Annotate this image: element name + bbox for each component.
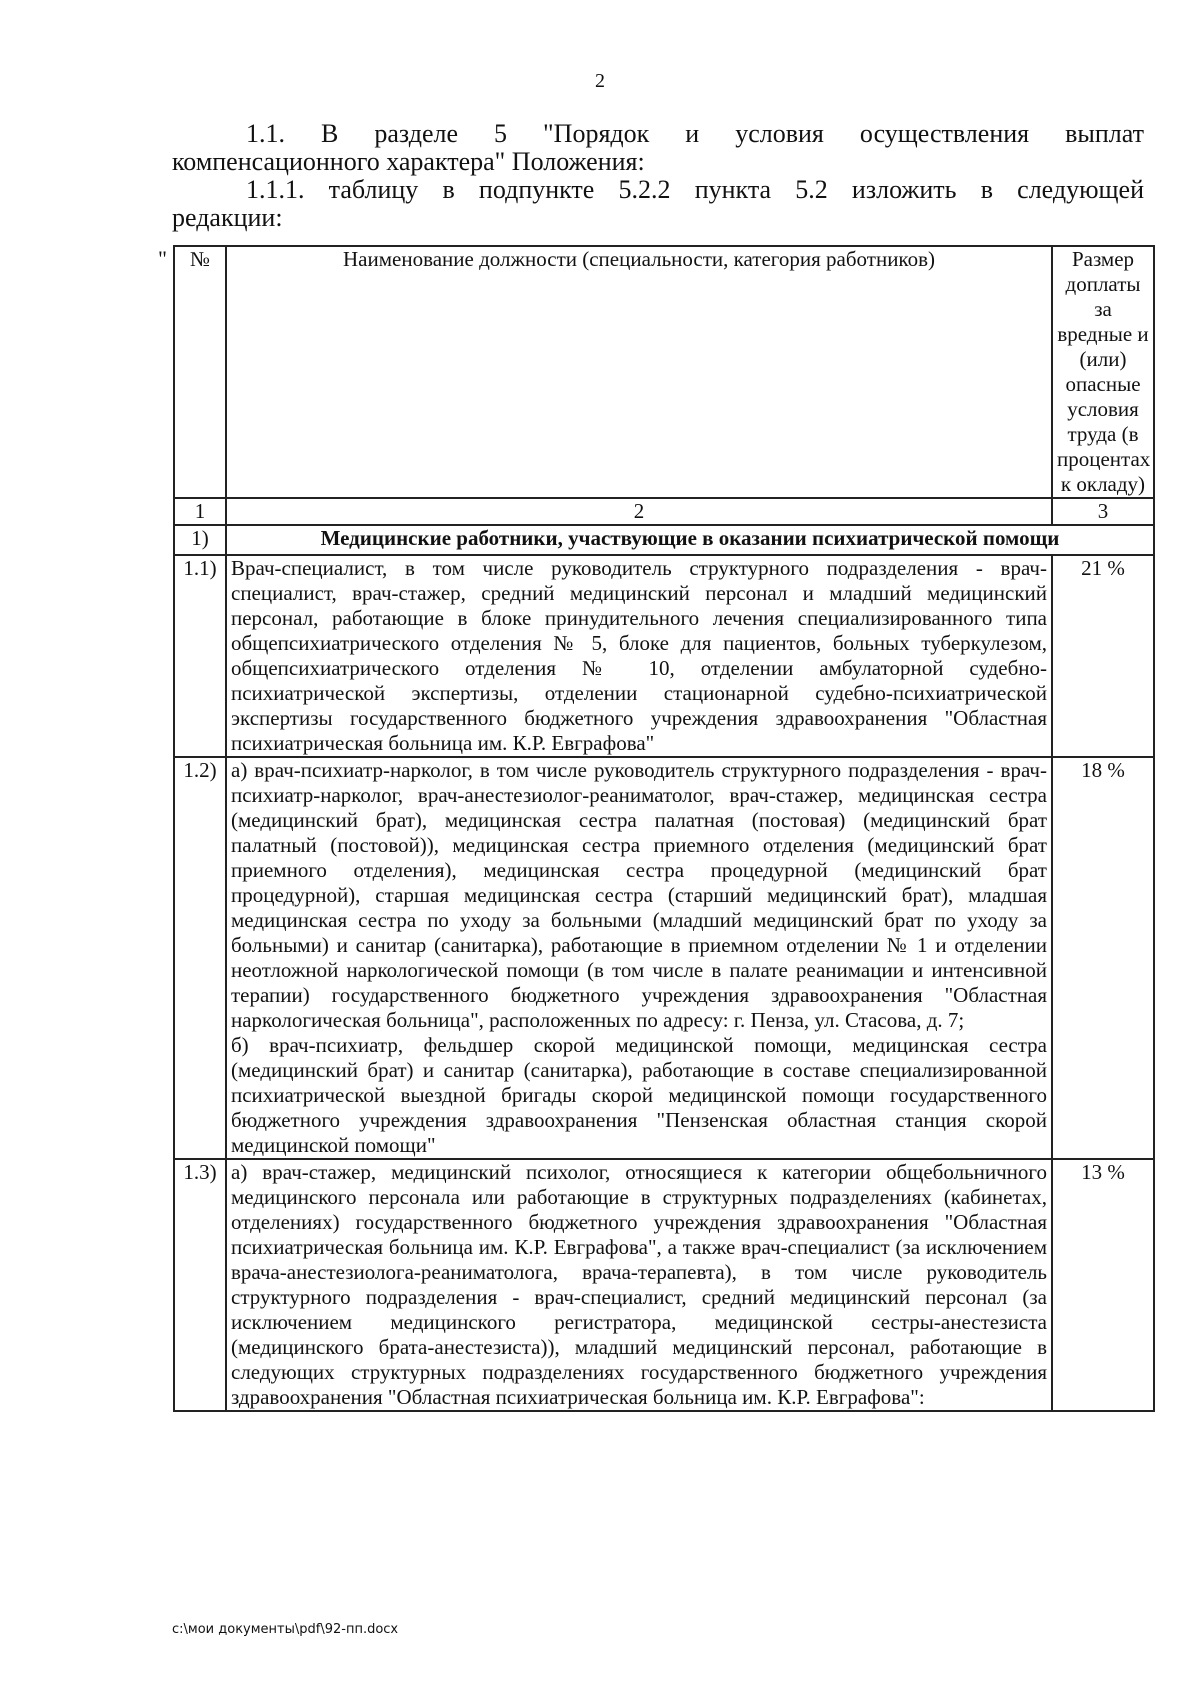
- table-header-row: [174, 246, 1154, 498]
- header-value: Размер доплаты за вредные и (или) опасные условия труда (в процентах к окладу): [1052, 246, 1154, 498]
- col-number-2: 2: [226, 498, 1052, 525]
- row-num: 1.2): [174, 757, 226, 1159]
- table-row: [174, 1159, 1154, 1411]
- intro-line-1: 1.1. В разделе 5 "Порядок и условия осуществления выплат: [246, 119, 1144, 148]
- row-num: 1.3): [174, 1159, 226, 1411]
- intro-line-4: редакции:: [172, 203, 283, 232]
- row-value: 13 %: [1052, 1159, 1154, 1411]
- row-text: [226, 757, 1052, 1159]
- row-text: [226, 1159, 1052, 1411]
- col-number-1: 1: [174, 498, 226, 525]
- table-row: [174, 757, 1154, 1159]
- opening-quote-mark: ": [158, 246, 167, 271]
- row-text-a: а) врач-психиатр-нарколог, в том числе руководитель структурного подразделения - врач-психиатр-нарколог, врач-анестезиолог-реаниматолог, врач-стажер, медицинская сестра (медицинский брат), медицинская сестра палатная (постовая) (медицинский брат палатный (постовой)), медицинская сестра приемного отделения (медицинский брат приемного отделения), медицинская сестра процедурной (медицинский брат процедурной), старшая медицинская сестра (старший медицинский брат), младшая медицинская сестра по уходу за больными (младший медицинский брат по уходу за больными) и санитар (санитарка), работающие в приемном отделении № 1 и отделении неотложной наркологической помощи (в том числе в палате реанимации и интенсивной терапии) государственного бюджетного учреждения здравоохранения "Областная наркологическая больница", расположенных по адресу: г. Пенза, ул. Стасова, д. 7;: [231, 758, 1047, 1032]
- row-text-b: б) врач-психиатр, фельдшер скорой медицинской помощи, медицинская сестра (медицинский брат) и санитар (санитарка), работающие в составе специализированной психиатрической выездной бригады скорой медицинской помощи государственного бюджетного учреждения здравоохранения "Пензенская областная станция скорой медицинской помощи": [231, 1033, 1047, 1157]
- section-num: 1): [174, 525, 226, 555]
- row-value: 18 %: [1052, 757, 1154, 1159]
- row-num: 1.1): [174, 555, 226, 757]
- column-number-row: [174, 498, 1154, 525]
- section-row: [174, 525, 1154, 555]
- footer-file-path: c:\мои документы\pdf\92-пп.docx: [172, 1622, 399, 1637]
- row-text-a: а) врач-стажер, медицинский психолог, относящиеся к категории общебольничного медицинского персонала или работающие в структурных подразделениях (кабинетах, отделениях) государственного бюджетного учреждения здравоохранения "Областная психиатрическая больница им. К.Р. Евграфова", а также врач-специалист (за исключением врача-анестезиолога-реаниматолога, врача-терапевта), в том числе руководитель структурного подразделения - врач-специалист, средний медицинский персонал (за исключением медицинского регистратора, медицинской сестры-анестезиста (медицинского брата-анестезиста)), младший медицинский персонал, работающие в следующих структурных подразделениях государственного бюджетного учреждения здравоохранения "Областная психиатрическая больница им. К.Р. Евграфова":: [231, 1160, 1047, 1409]
- col-number-3: 3: [1052, 498, 1154, 525]
- row-text-a: Врач-специалист, в том числе руководитель структурного подразделения - врач-специалист, врач-стажер, средний медицинский персонал и младший медицинский персонал, работающие в блоке принудительного лечения специализированного типа общепсихиатрического отделения № 5, блоке для пациентов, больных туберкулезом, общепсихиатрического отделения № 10, отделении амбулаторной судебно-психиатрической экспертизы, отделении стационарной судебно-психиатрической экспертизы государственного бюджетного учреждения здравоохранения "Областная психиатрическая больница им. К.Р. Евграфова": [231, 556, 1047, 755]
- allowance-table: [173, 245, 1155, 1412]
- intro-paragraphs: [172, 120, 1144, 232]
- section-title: Медицинские работники, участвующие в оказании психиатрической помощи: [226, 525, 1154, 555]
- table-row: [174, 555, 1154, 757]
- row-text: [226, 555, 1052, 757]
- header-num: №: [174, 246, 226, 498]
- page-number: 2: [595, 70, 605, 92]
- intro-line-3: 1.1.1. таблицу в подпункте 5.2.2 пункта 5.2 изложить в следующей: [246, 175, 1144, 204]
- row-value: 21 %: [1052, 555, 1154, 757]
- intro-line-2: компенсационного характера" Положения:: [172, 147, 645, 176]
- header-name: Наименование должности (специальности, категория работников): [226, 246, 1052, 498]
